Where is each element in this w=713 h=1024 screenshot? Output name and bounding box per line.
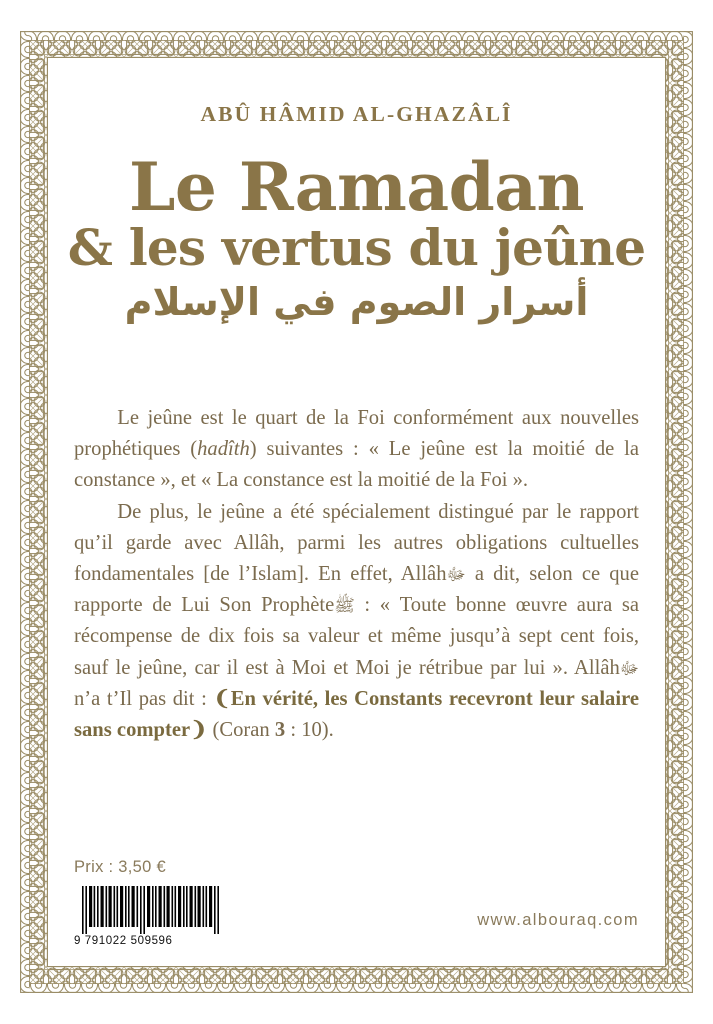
blurb-p1-hadith-italic: hadîth <box>197 438 250 461</box>
author-name: ABÛ HÂMID AL-GHAZÂLÎ <box>200 102 513 126</box>
barcode-lead-digit: 9 <box>74 935 81 947</box>
quran-reference-prefix: (Coran <box>207 719 275 742</box>
book-title-arabic: أسرار الصوم في الإسلام <box>124 280 589 325</box>
honorific-allah-icon: ﷻ <box>446 565 466 586</box>
cover-content-area <box>48 58 665 966</box>
blurb-paragraph-1 <box>74 403 639 497</box>
book-title-subtitle: & les vertus du jeûne <box>67 218 646 278</box>
quran-close-bracket-icon: ❩ <box>190 719 208 742</box>
honorific-allah-icon-2: ﷻ <box>619 658 639 679</box>
barcode-digits <box>74 935 226 947</box>
blurb-p1-part2: ) suivantes : « Le jeûne est la moitié de la constance », et « La constance est la moitié de la Foi ». <box>74 438 640 492</box>
back-cover-blurb <box>74 403 639 746</box>
blurb-p2-part4: n’a t’Il pas dit : <box>74 687 214 710</box>
blurb-p2-part2: a dit, selon ce que rapporte de Lui Son Prophète <box>74 563 639 617</box>
blurb-p2-part3: : « Toute bonne œuvre aura sa récompense de dix fois sa valeur et même jusqu’à sept cent fois, sauf le jeûne, car il est à Moi et Moi je rétribue par lui ». Allâh <box>74 594 639 679</box>
title-block <box>48 148 665 327</box>
blurb-p2-part1: De plus, le jeûne a été spécialement distingué par le rapport qu’il garde avec Allâh, parmi les autres obligations cultuelles fondamentales [de l’Islam]. En effet, Allâh <box>74 500 639 586</box>
price-label: Prix : 3,50 € <box>74 858 166 876</box>
blurb-paragraph-2 <box>74 497 639 747</box>
barcode-right-group: 509596 <box>130 935 173 947</box>
barcode-left-group: 791022 <box>84 935 127 947</box>
quran-surah-number: 3 <box>274 719 286 742</box>
isbn-barcode <box>74 886 226 947</box>
quran-open-bracket-icon: ❨ <box>213 687 231 710</box>
honorific-prophet-icon: ﷺ <box>334 596 355 617</box>
barcode-bars <box>74 886 226 934</box>
quran-reference-suffix: : 10). <box>285 719 334 742</box>
blurb-p1-part1: Le jeûne est le quart de la Foi conformément aux nouvelles prophétiques ( <box>74 407 639 461</box>
quran-quote-text: En vérité, les Constants recevront leur salaire sans compter <box>74 687 639 742</box>
publisher-website: www.albouraq.com <box>477 911 639 929</box>
book-title-main: Le Ramadan <box>128 148 584 226</box>
